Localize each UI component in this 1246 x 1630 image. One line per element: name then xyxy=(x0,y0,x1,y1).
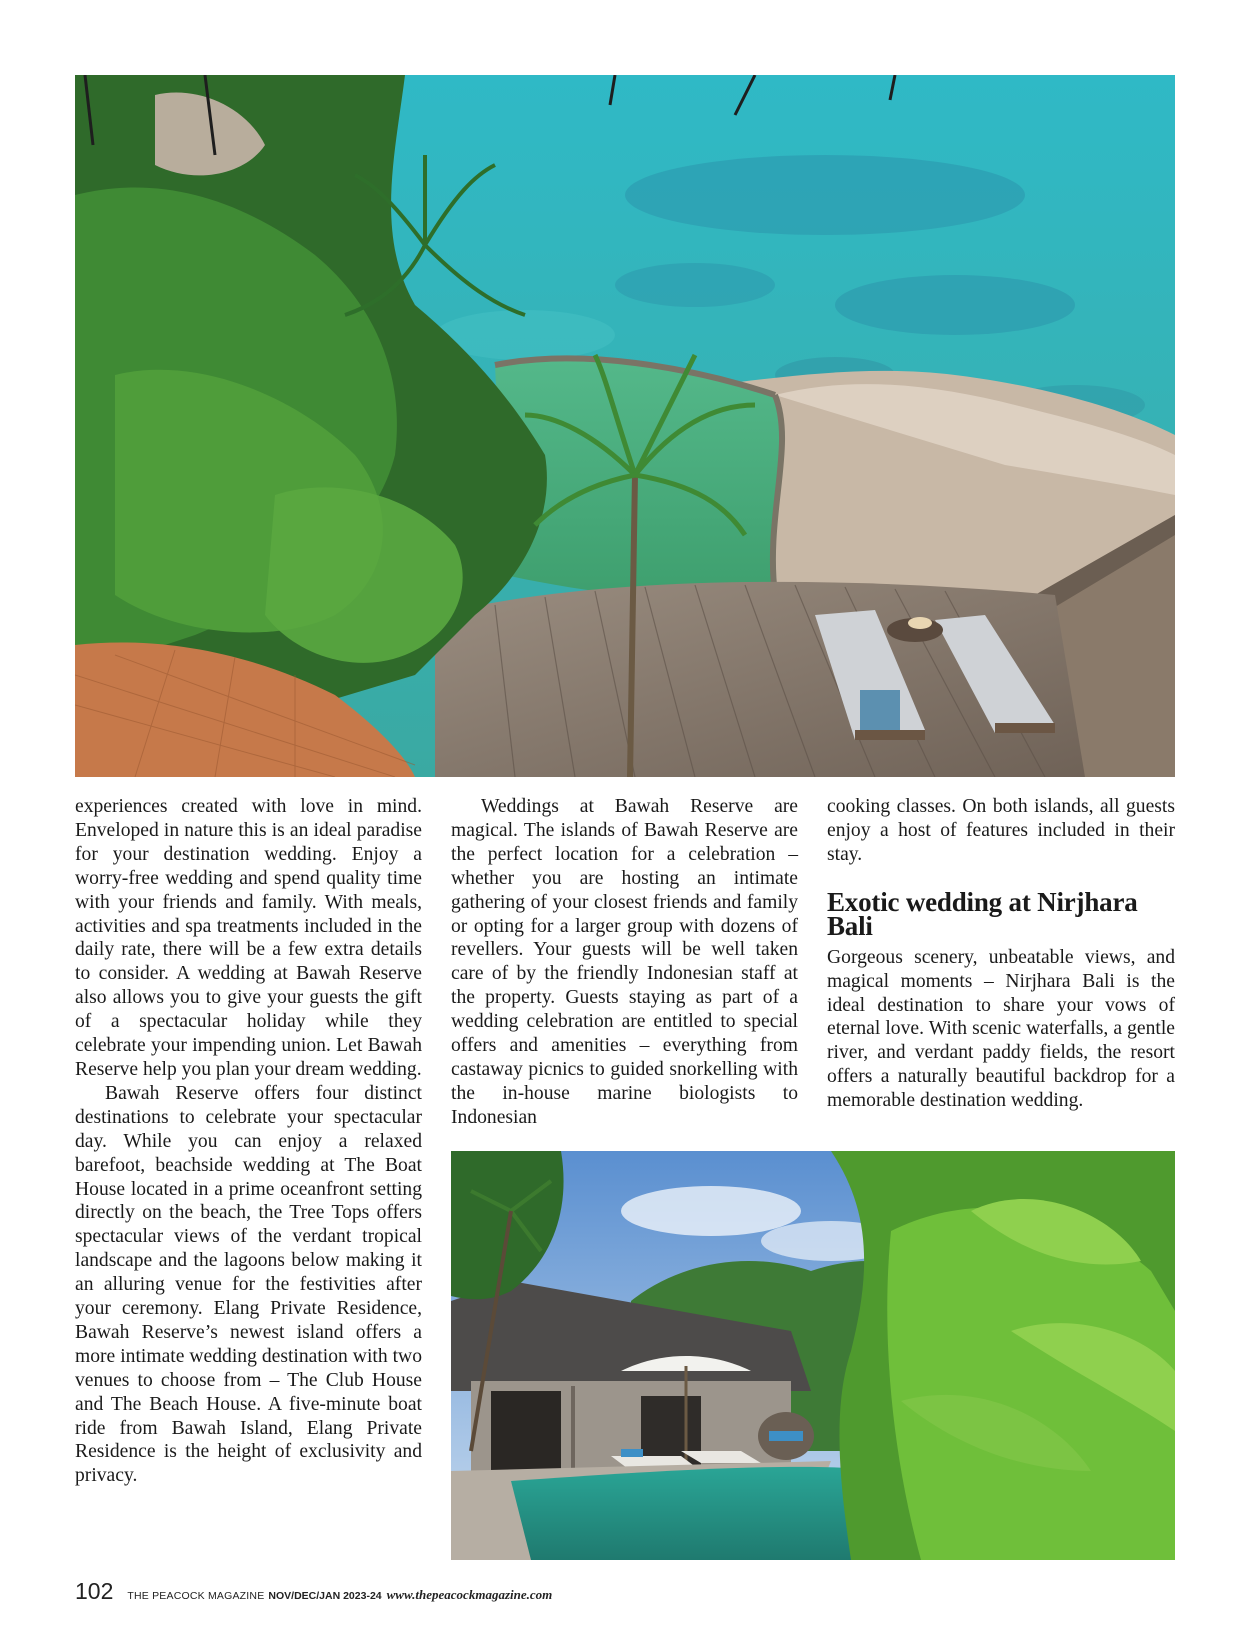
article-column-2 xyxy=(451,795,798,1130)
body-paragraph: Bawah Reserve offers four distinct destinations to celebrate your spectacular day. While you can enjoy a relaxed barefoot, beachside wedding at The Boat House located in a prime oceanfront setting directly on the beach, the Tree Tops offers spectacular views of the verdant tropical landscape and the lagoons below making it an alluring venue for the festivities after your ceremony. Elang Private Residence, Bawah Reserve’s newest island offers a more intimate wedding destination with two venues to choose from – The Club House and The Beach House. A five-minute boat ride from Bawah Island, Elang Private Residence is the height of exclusivity and privacy. xyxy=(75,1082,422,1487)
resort-pool-deck-photo xyxy=(75,75,1175,777)
body-paragraph: Weddings at Bawah Reserve are magical. The islands of Bawah Reserve are the perfect location for a celebration – whether you are hosting an intimate gathering of your closest friends and family or opting for a larger group with dozens of revellers. Your guests will be well taken care of by the friendly Indonesian staff at the property. Guests staying as part of a wedding celebration are entitled to special offers and amenities – everything from castaway picnics to guided snorkelling with the in-house marine biologists to Indonesian xyxy=(451,796,798,1128)
page-number: 102 xyxy=(75,1578,114,1604)
issue-date: NOV/DEC/JAN 2023-24 xyxy=(268,1590,382,1602)
article-column-3 xyxy=(827,795,1175,1113)
page-footer xyxy=(75,1578,552,1608)
villa-pool-garden-photo xyxy=(451,1151,1175,1560)
magazine-url: www.thepeacockmagazine.com xyxy=(386,1587,553,1602)
section-heading: Exotic wedding at Nirjhara Bali xyxy=(827,886,1138,941)
body-paragraph: experiences created with love in mind. Enveloped in nature this is an ideal paradise for your destination wedding. Enjoy a worry-free wedding and spend quality time with your friends and family. With meals, activities and spa treatments included in the daily rate, there will be a few extra details to consider. A wedding at Bawah Reserve also allows you to give your guests the gift of a spectacular holiday while they celebrate your impending union. Let Bawah Reserve help you plan your dream wedding. xyxy=(75,796,422,1080)
body-paragraph: Gorgeous scenery, unbeatable views, and magical moments – Nirjhara Bali is the ideal destination to share your vows of eternal love. With scenic waterfalls, a gentle river, and verdant paddy fields, the resort offers a naturally beautiful backdrop for a memorable destination wedding. xyxy=(827,946,1175,1112)
article-column-1 xyxy=(75,795,422,1488)
magazine-name: THE PEACOCK MAGAZINE xyxy=(127,1590,265,1602)
body-paragraph: cooking classes. On both islands, all guests enjoy a host of features included in their stay. xyxy=(827,796,1175,865)
